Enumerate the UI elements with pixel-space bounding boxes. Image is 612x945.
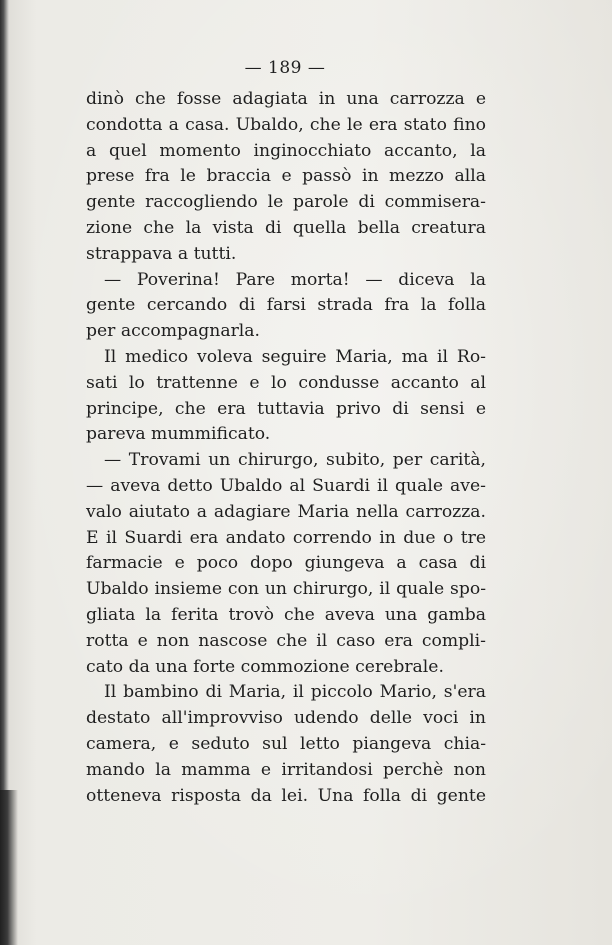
text-line: — Trovami un chirurgo, subito, per carità, [104,450,486,471]
text-line: gente raccogliendo le parole di commisera- [86,192,486,213]
text-line: Il medico voleva seguire Maria, ma il Ro- [104,346,486,367]
text-line: rotta e non nascose che il caso era compli- [86,630,486,651]
text-line: cato da una forte commozione cerebrale. [86,656,444,677]
text-line: zione che la vista di quella bella creatura [86,217,486,238]
text-line: dinò che fosse adagiata in una carrozza e [86,89,486,109]
text-line: gente cercando di farsi strada fra la folla [86,295,486,316]
text-line: Il bambino di Maria, il piccolo Mario, s'era [104,682,486,703]
text-line: farmacie e poco dopo giungeva a casa di [86,553,486,574]
text-line: camera, e seduto sul letto piangeva chia- [86,733,486,754]
text-line: valo aiutato a adagiare Maria nella carrozza. [86,501,486,522]
text-line: mando la mamma e irritandosi perchè non [86,759,486,780]
text-line: per accompagnarla. [86,321,260,342]
binding-shadow [0,790,18,945]
text-line: principe, che era tuttavia privo di sensi e [86,398,486,419]
text-line: prese fra le braccia e passò in mezzo alla [86,166,486,187]
text-line: — Poverina! Pare morta! — diceva la [104,269,486,290]
page-number: — 189 — [244,58,326,78]
text-line: strappava a tutti. [86,243,237,264]
text-line: Ubaldo insieme con un chirurgo, il quale spo- [86,579,486,600]
text-line: pareva mummificato. [86,424,271,445]
body-text [86,87,486,809]
text-line: — aveva detto Ubaldo al Suardi il quale ave- [86,475,486,496]
text-line: gliata la ferita trovò che aveva una gamba [86,604,486,625]
text-line: sati lo trattenne e lo condusse accanto al [86,372,486,393]
text-line: a quel momento inginocchiato accanto, la [86,140,486,161]
text-line: E il Suardi era andato correndo in due o tre [86,527,486,548]
text-line: otteneva risposta da lei. Una folla di gente [86,785,486,806]
text-line: destato all'improvviso udendo delle voci in [86,708,486,729]
text-line: condotta a casa. Ubaldo, che le era stato fino [86,114,486,135]
